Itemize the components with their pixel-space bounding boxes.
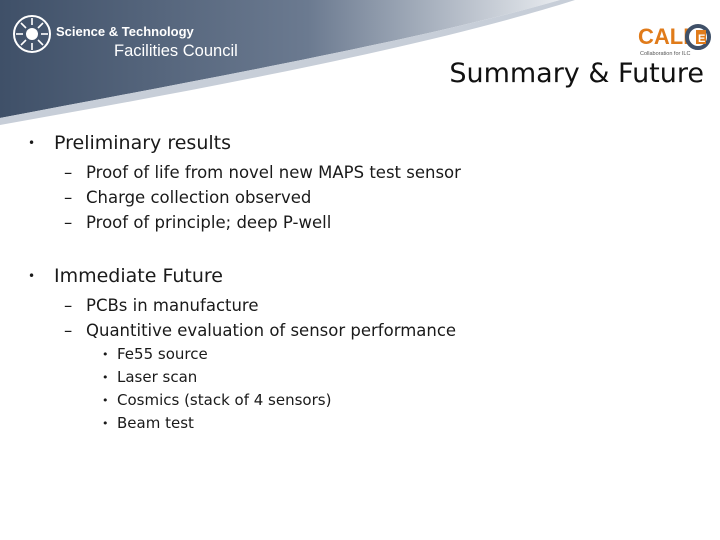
sub-list-item xyxy=(28,343,708,366)
sub-list-item-text: Laser scan xyxy=(117,368,198,386)
org-name-line2: Facilities Council xyxy=(114,42,238,60)
slide-content xyxy=(28,130,708,435)
dash-icon: – xyxy=(64,163,73,182)
list-item xyxy=(28,185,708,210)
sub-list-item xyxy=(28,412,708,435)
list-item-text: Quantitive evaluation of sensor performance xyxy=(86,321,457,340)
dash-icon: – xyxy=(64,296,73,315)
sub-list xyxy=(28,160,708,235)
sub-list-item-text: Beam test xyxy=(117,414,194,432)
list-item xyxy=(28,318,708,343)
sub-list-item-text: Fe55 source xyxy=(117,345,208,363)
stfc-logo xyxy=(12,14,238,60)
sub-list-item-text: Cosmics (stack of 4 sensors) xyxy=(117,391,332,409)
dash-icon: – xyxy=(64,188,73,207)
section-immediate-future xyxy=(28,263,708,435)
list-item xyxy=(28,210,708,235)
svg-text:E: E xyxy=(698,33,706,45)
bullet-dot-icon: • xyxy=(102,394,109,407)
calice-tagline: Collaboration for ILC xyxy=(640,51,691,57)
header-band xyxy=(0,0,720,125)
stfc-wordmark xyxy=(56,24,238,64)
bullet-dot-icon: • xyxy=(28,136,36,150)
calice-logo xyxy=(636,20,712,58)
slide-title: Summary & Future xyxy=(449,58,704,89)
bullet-dot-icon: • xyxy=(102,371,109,384)
bullet-heading xyxy=(28,130,708,156)
list-item-text: Proof of life from novel new MAPS test sensor xyxy=(86,163,461,182)
list-item-text: Proof of principle; deep P-well xyxy=(86,213,332,232)
section-preliminary-results xyxy=(28,130,708,235)
org-name-line1: Science & Technology xyxy=(56,24,194,39)
heading-text: Preliminary results xyxy=(54,132,231,154)
sub-list xyxy=(28,293,708,343)
bullet-heading xyxy=(28,263,708,289)
stfc-emblem-icon xyxy=(12,14,52,54)
sub-list-item xyxy=(28,389,708,412)
sub-list-item xyxy=(28,366,708,389)
list-item-text: PCBs in manufacture xyxy=(86,296,259,315)
bullet-dot-icon: • xyxy=(102,348,109,361)
dash-icon: – xyxy=(64,321,73,340)
list-item-text: Charge collection observed xyxy=(86,188,312,207)
dash-icon: – xyxy=(64,213,73,232)
list-item xyxy=(28,293,708,318)
heading-text: Immediate Future xyxy=(54,265,223,287)
sub-sub-list xyxy=(28,343,708,435)
bullet-dot-icon: • xyxy=(102,417,109,430)
calice-wordmark-text: CALI xyxy=(638,24,690,49)
list-item xyxy=(28,160,708,185)
bullet-dot-icon: • xyxy=(28,269,36,283)
